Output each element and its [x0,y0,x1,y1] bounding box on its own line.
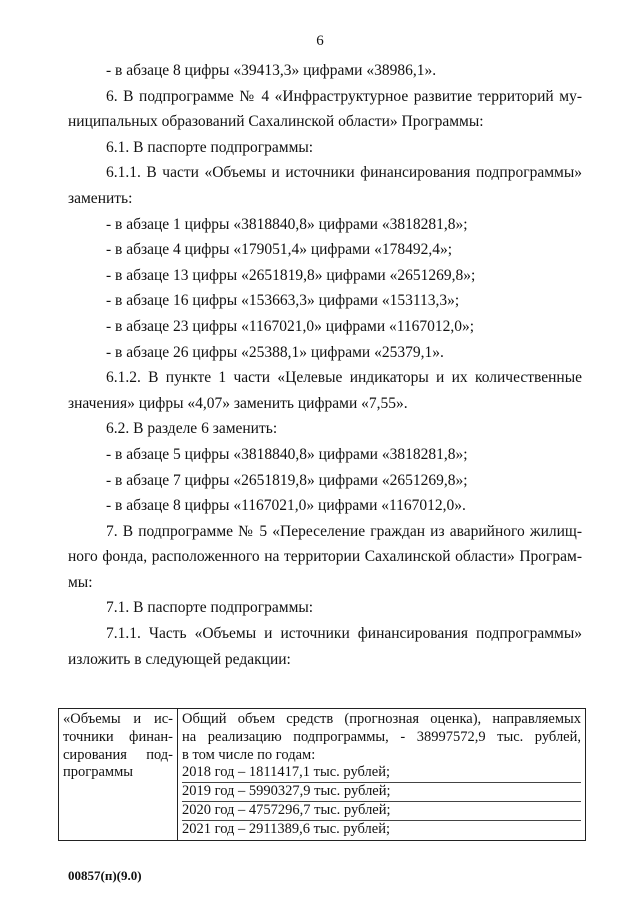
content-line: в том числе по годам: [182,746,316,763]
paragraph-item-17: - в абзаце 7 цифры «2651819,8» цифрами «2651269,8»; [106,471,468,489]
paragraph-item-7: - в абзаце 1 цифры «3818840,8» цифрами «3818281,8»; [106,215,468,233]
content-line: на реализацию подпрограммы, - 38997572,9 тыс. рублей, [182,728,581,745]
paragraph-item-14: значения» цифры «4,07» заменить цифрами «7,55». [68,394,408,412]
paragraph-item-21: мы: [68,573,93,591]
paragraph-item-16: - в абзаце 5 цифры «3818840,8» цифрами «3818281,8»; [106,445,468,463]
paragraph-item-5: 6.1.1. В части «Объемы и источники финансирования подпрограммы» [106,164,582,182]
year-line: 2021 год – 2911389,6 тыс. рублей; [182,820,581,839]
funding-table [58,708,586,841]
label-line: «Объемы и ис- [63,711,173,727]
paragraph-item-1: - в абзаце 8 цифры «39413,3» цифрами «38986,1». [106,62,437,79]
document-body [68,58,582,672]
paragraph-item-4: 6.1. В паспорте подпрограммы: [106,138,314,156]
paragraph-item-8: - в абзаце 4 цифры «179051,4» цифрами «178492,4»; [106,241,453,259]
paragraph-item-19: 7. В подпрограмме № 5 «Переселение граждан из аварийного жилищ- [106,522,582,540]
paragraph-item-24: изложить в следующей редакции: [68,650,291,668]
table-cell-content [178,709,586,841]
page-number: 6 [316,33,324,49]
paragraph-item-11: - в абзаце 23 цифры «1167021,0» цифрами «1167012,0»; [106,317,475,335]
paragraph-item-20: ного фонда, расположенного на территории Сахалинской области» Програм- [68,548,582,566]
paragraph-item-3: ниципальных образований Сахалинской области» Программы: [68,113,484,131]
year-line: 2018 год – 1811417,1 тыс. рублей; [182,764,390,781]
funding-table-wrapper [58,708,586,841]
label-line: программы [63,764,133,781]
year-line: 2019 год – 5990327,9 тыс. рублей; [182,782,581,801]
paragraph-item-23: 7.1.1. Часть «Объемы и источники финансирования подпрограммы» [106,625,582,643]
paragraph-item-13: 6.1.2. В пункте 1 части «Целевые индикаторы и их количественные [106,369,582,387]
paragraph-item-6: заменить: [68,189,133,207]
table-cell-label [59,709,178,841]
paragraph-item-22: 7.1. В паспорте подпрограммы: [106,599,314,617]
paragraph-item-12: - в абзаце 26 цифры «25388,1» цифрами «25379,1». [106,343,444,361]
paragraph-item-15: 6.2. В разделе 6 заменить: [106,420,278,438]
paragraph-item-18: - в абзаце 8 цифры «1167021,0» цифрами «1167012,0». [106,497,466,515]
label-line: сирования под- [63,746,173,763]
content-line: Общий объем средств (прогнозная оценка), направляемых [182,711,581,727]
table-row [59,709,586,841]
paragraph-item-2: 6. В подпрограмме № 4 «Инфраструктурное развитие территорий му- [106,87,582,105]
label-line: точники финан- [63,728,173,745]
paragraph-item-10: - в абзаце 16 цифры «153663,3» цифрами «153113,3»; [106,292,460,310]
paragraph-item-9: - в абзаце 13 цифры «2651819,8» цифрами «2651269,8»; [106,266,476,284]
year-line: 2020 год – 4757296,7 тыс. рублей; [182,801,581,820]
document-code: 00857(п)(9.0) [68,868,142,883]
